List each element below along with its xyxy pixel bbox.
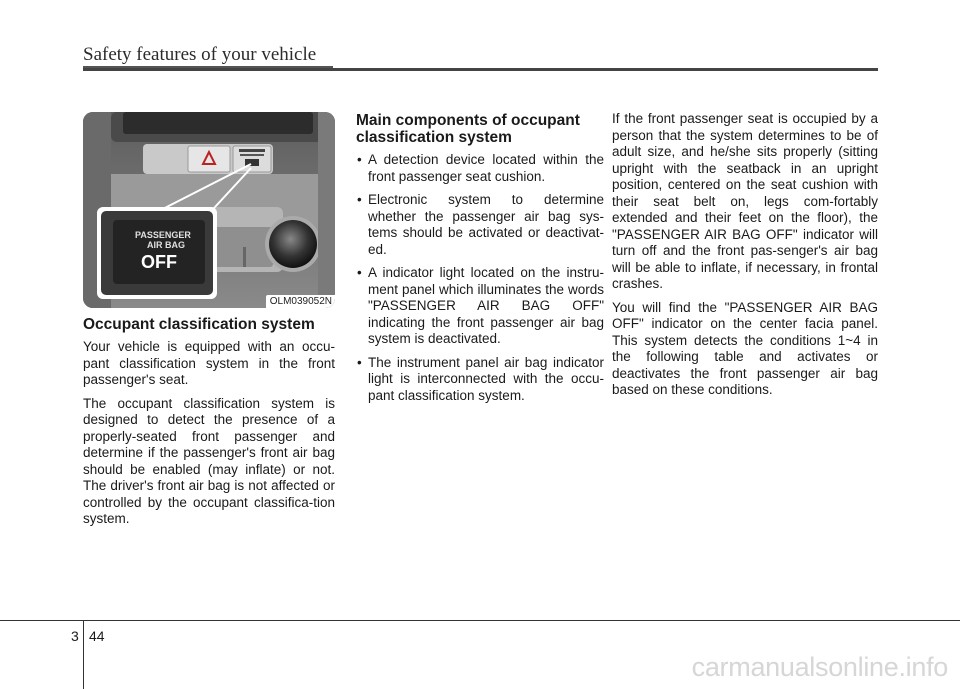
dashboard-photo bbox=[83, 112, 335, 308]
column-left bbox=[83, 112, 335, 535]
heading-main-components: Main components of occupant classification system bbox=[356, 112, 580, 146]
watermark: carmanualsonline.info bbox=[691, 652, 948, 682]
list-item: • Electronic system to determine whether the passenger air bag sys-tems should be activated or deactivat-ed. bbox=[356, 192, 604, 258]
list-item: • A detection device located within the front passenger seat cushion. bbox=[356, 152, 604, 185]
list-item: • The instrument panel air bag indicator light is interconnected with the occu-pant classification system. bbox=[356, 355, 604, 405]
paragraph-system-purpose: The occupant classification system is designed to detect the presence of a properly-seated front passenger and determine if the passenger's front air bag should be enabled (may inflate) or not. The driver's front air bag is not affected or controlled by the occupant classifica-tion system. bbox=[83, 395, 335, 526]
figure-code: OLM039052N bbox=[266, 295, 335, 308]
paragraph-adult-seated: If the front passenger seat is occupied by a person that the system determines to be of adult size, and he/she sits properly (sitting upright with the seatback in an upright position, centered on the seat cushion with their seat belt on, legs com-fortably extended and their feet on the floor), the "PASSENGER AIR BAG OFF" indicator will turn off and the front pas-senger's air bag will be able to inflate, if necessary, in frontal crashes. bbox=[612, 111, 878, 291]
components-list bbox=[356, 152, 604, 404]
inset-label-passenger: PASSENGER bbox=[135, 230, 191, 240]
footer-rule bbox=[0, 620, 960, 621]
header-rule bbox=[83, 68, 878, 71]
column-right bbox=[612, 111, 878, 406]
page-number: 44 bbox=[89, 628, 105, 644]
paragraph-intro: Your vehicle is equipped with an occu-pant classification system in the front passenger's seat. bbox=[83, 339, 335, 387]
heading-occupant-classification: Occupant classification system bbox=[83, 316, 315, 333]
dashboard-illustration bbox=[83, 112, 335, 308]
column-middle bbox=[356, 112, 604, 411]
footer-divider bbox=[83, 620, 84, 689]
inset-label-off: OFF bbox=[141, 252, 177, 272]
chapter-number: 3 bbox=[71, 628, 79, 644]
page-header-title: Safety features of your vehicle bbox=[83, 44, 317, 65]
inset-label-airbag: AIR BAG bbox=[147, 240, 185, 250]
paragraph-indicator-location: You will find the "PASSENGER AIR BAG OFF" indicator on the center facia panel. This system detects the conditions 1~4 in the following table and activates or deactivates the front passenger air bag based on these conditions. bbox=[612, 299, 878, 397]
list-item: • A indicator light located on the instru-ment panel which illuminates the words "PASSENGER AIR BAG OFF" indicating the front passenger air bag system is deactivated. bbox=[356, 265, 604, 348]
